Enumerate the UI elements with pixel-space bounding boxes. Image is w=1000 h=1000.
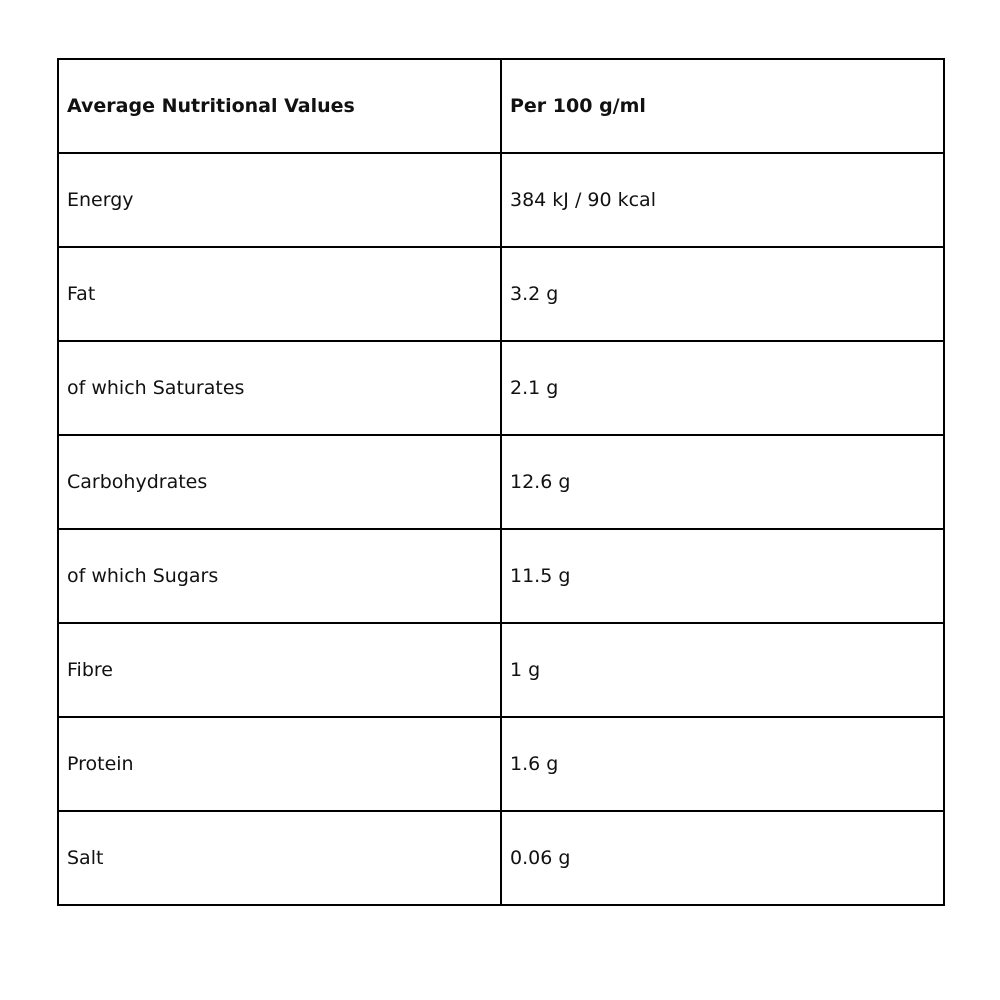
table-row xyxy=(58,529,944,623)
table-row xyxy=(58,435,944,529)
nutrient-name: Fibre xyxy=(58,623,501,717)
nutrient-name: Carbohydrates xyxy=(58,435,501,529)
nutrient-name: of which Sugars xyxy=(58,529,501,623)
table-row xyxy=(58,623,944,717)
header-nutrient: Average Nutritional Values xyxy=(58,59,501,153)
nutrient-value: 2.1 g xyxy=(501,341,944,435)
nutrient-name: Energy xyxy=(58,153,501,247)
nutrient-name: Protein xyxy=(58,717,501,811)
nutrient-value: 1.6 g xyxy=(501,717,944,811)
nutrient-value: 12.6 g xyxy=(501,435,944,529)
nutrient-value: 384 kJ / 90 kcal xyxy=(501,153,944,247)
table-row xyxy=(58,247,944,341)
nutrient-value: 1 g xyxy=(501,623,944,717)
nutrient-value: 0.06 g xyxy=(501,811,944,905)
nutrient-value: 11.5 g xyxy=(501,529,944,623)
table-row xyxy=(58,811,944,905)
nutrient-name: Fat xyxy=(58,247,501,341)
table-row xyxy=(58,153,944,247)
nutrient-value: 3.2 g xyxy=(501,247,944,341)
table-row xyxy=(58,717,944,811)
nutrient-name: of which Saturates xyxy=(58,341,501,435)
table-row xyxy=(58,341,944,435)
nutrient-name: Salt xyxy=(58,811,501,905)
header-per-100: Per 100 g/ml xyxy=(501,59,944,153)
nutrition-table xyxy=(57,58,945,906)
table-header-row xyxy=(58,59,944,153)
